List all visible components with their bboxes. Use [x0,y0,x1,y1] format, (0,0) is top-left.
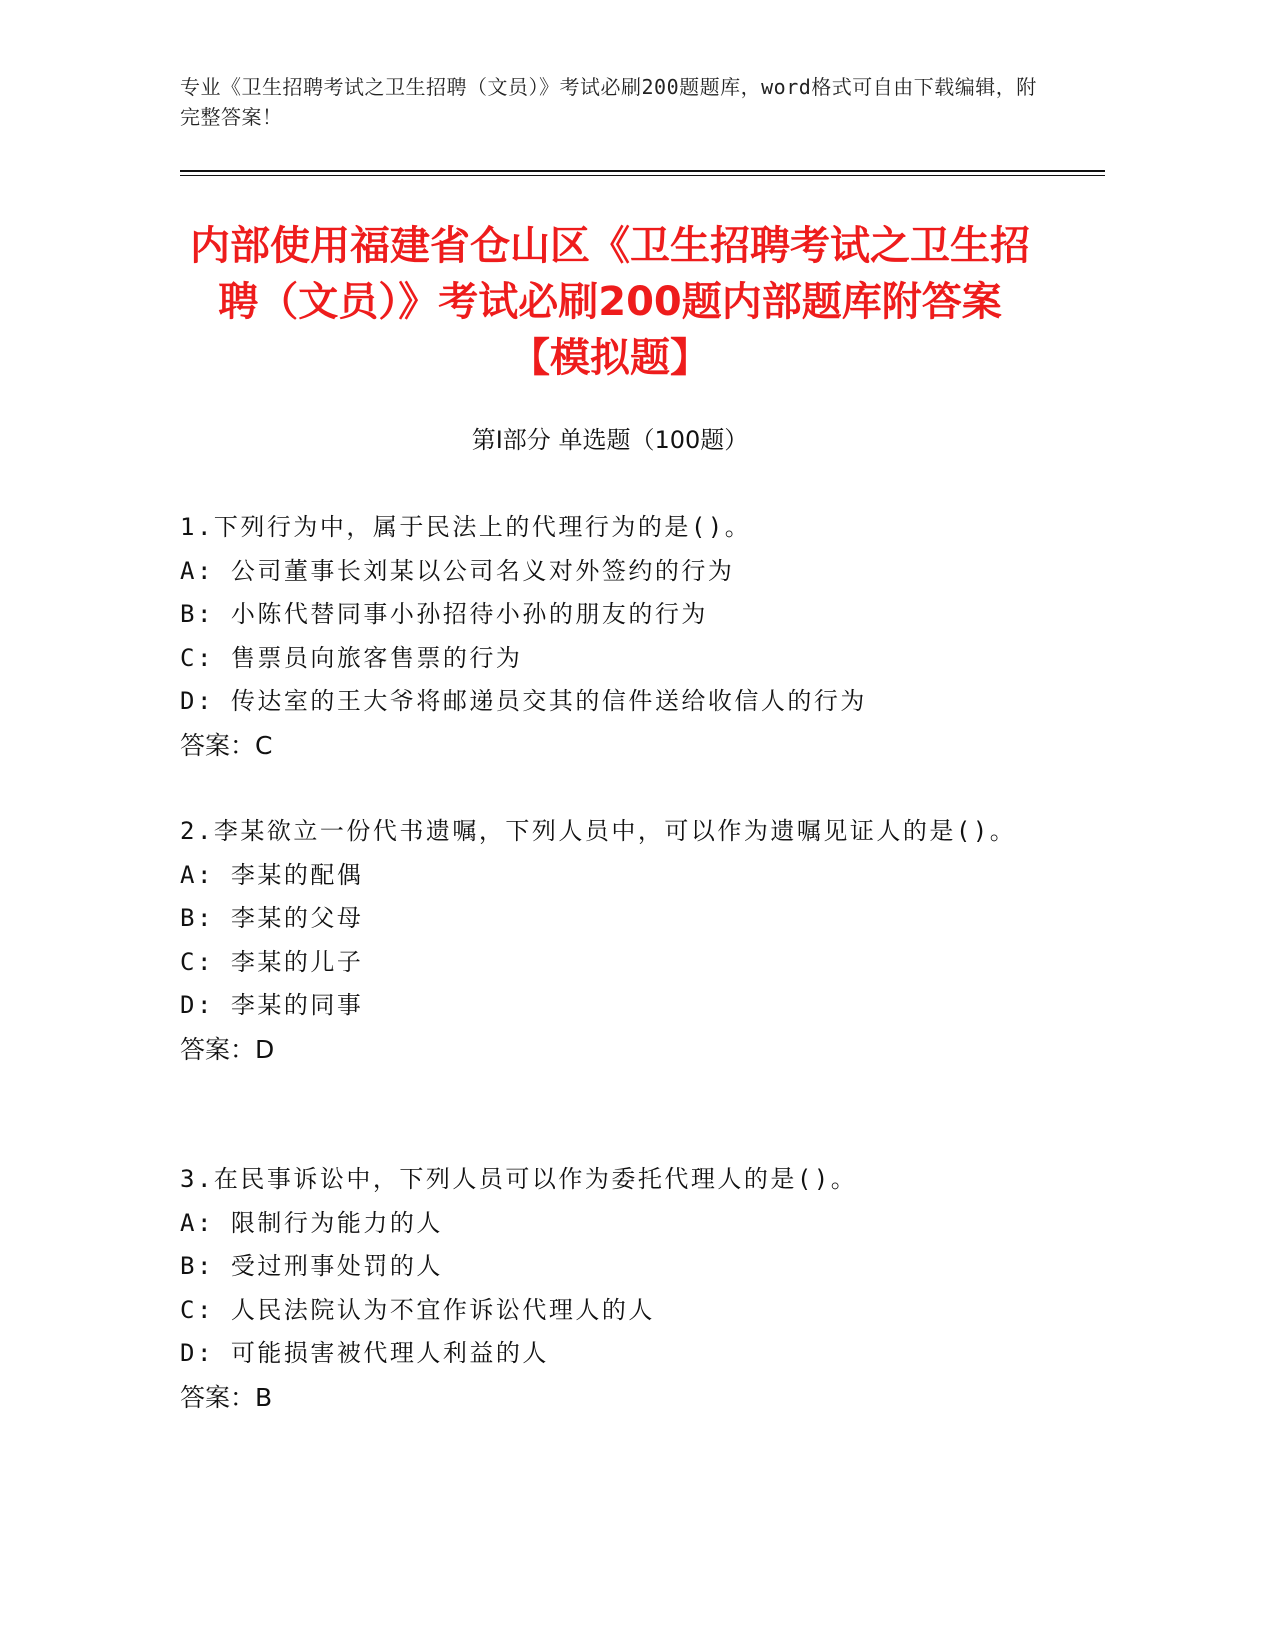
question-stem: 1.下列行为中，属于民法上的代理行为的是()。 [180,513,752,541]
answer-line: 答案：D [180,1034,275,1064]
option-b: B: 李某的父母 [180,904,364,932]
option-d: D: 可能损害被代理人利益的人 [180,1339,549,1367]
option-d: D: 传达室的王大爷将邮递员交其的信件送给收信人的行为 [180,687,867,715]
option-c: C: 李某的儿子 [180,947,364,976]
section-heading: 第I部分 单选题（100题） [471,426,749,454]
option-b: B: 受过刑事处罚的人 [180,1252,443,1280]
question-stem: 3.在民事诉讼中，下列人员可以作为委托代理人的是()。 [180,1165,858,1193]
header-note: 专业《卫生招聘考试之卫生招聘（文员）》考试必刷200题题库，word格式可自由下载编辑，附完整答案！ [180,75,1037,129]
header-divider [180,170,1105,172]
option-b: B: 小陈代替同事小孙招待小孙的朋友的行为 [180,600,708,628]
question-block [180,810,1040,1071]
answer-line: 答案：B [180,1382,273,1412]
option-a: A: 公司董事长刘某以公司名义对外签约的行为 [180,556,735,585]
document-title: 内部使用福建省仓山区《卫生招聘考试之卫生招聘（文员）》考试必刷200题内部题库附答案【模拟题】 [190,223,1030,381]
answer-line: 答案：C [180,730,273,760]
question-stem: 2.李某欲立一份代书遗嘱，下列人员中，可以作为遗嘱见证人的是()。 [180,817,1017,845]
question-block [180,506,1040,767]
option-a: A: 限制行为能力的人 [180,1208,443,1237]
header-divider-thin [180,175,1105,176]
question-block [180,1158,1040,1419]
option-c: C: 售票员向旅客售票的行为 [180,643,523,672]
option-c: C: 人民法院认为不宜作诉讼代理人的人 [180,1295,655,1324]
option-a: A: 李某的配偶 [180,860,364,889]
option-d: D: 李某的同事 [180,991,364,1019]
